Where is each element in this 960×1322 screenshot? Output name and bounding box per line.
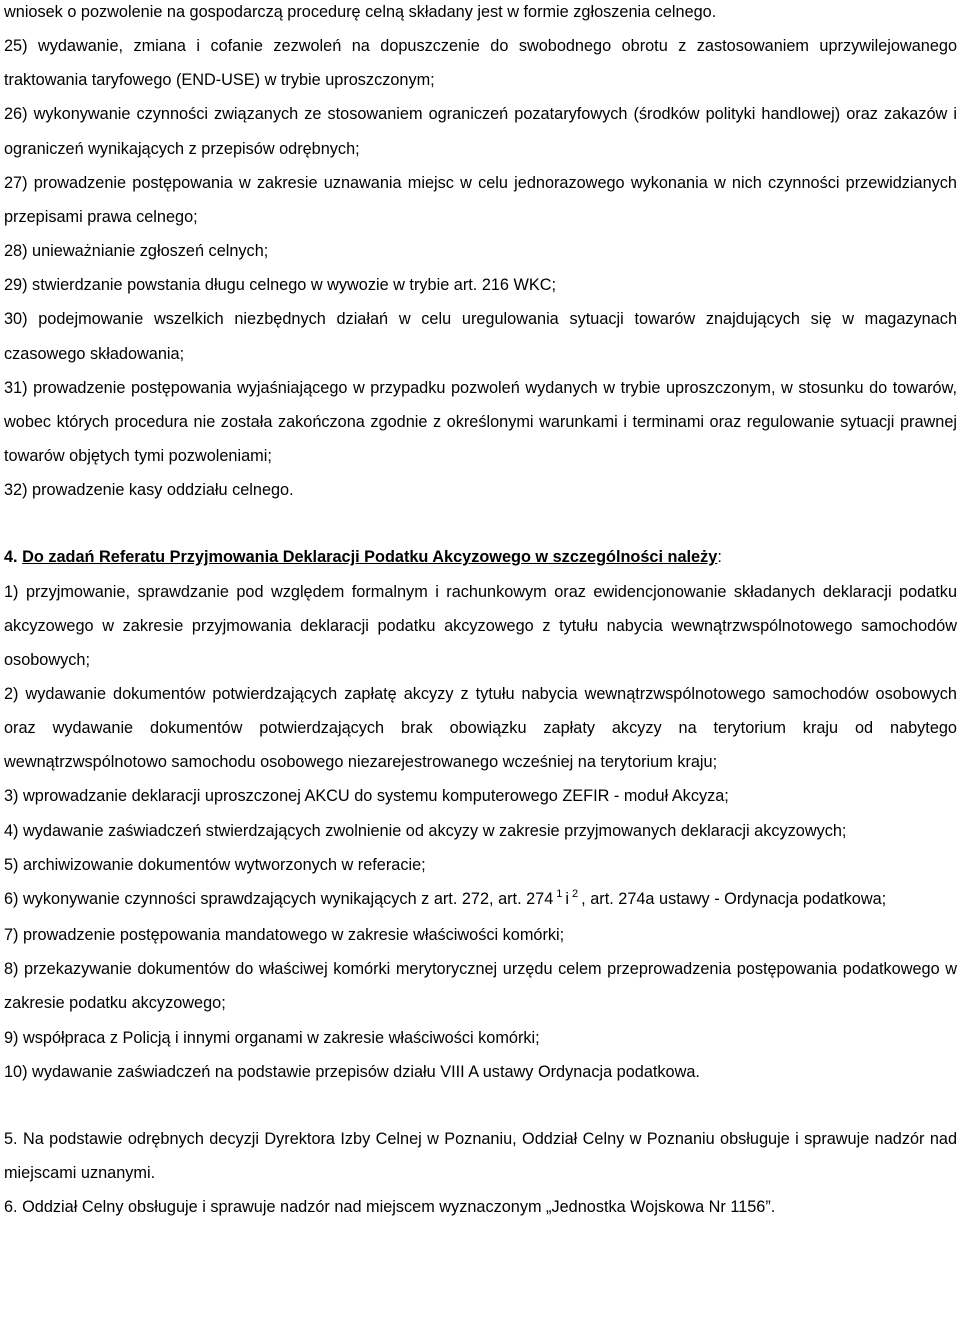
section-4-item-1: 1) przyjmowanie, sprawdzanie pod względem formalnym i rachunkowym oraz ewidencjonowanie składanych deklaracji podatku akcyzowego w zakresie przyjmowania deklaracji podatku akcyzowego z tytułu nabycia wewnątrzwspólnotowego samochodów osobowych; (4, 582, 957, 669)
section-4-title: Do zadań Referatu Przyjmowania Deklaracji Podatku Akcyzowego w szczególności należy (22, 548, 718, 567)
list-item-26: 26) wykonywanie czynności związanych ze stosowaniem ograniczeń pozataryfowych (środków polityki handlowej) oraz zakazów i ograniczeń wynikających z przepisów odrębnych; (4, 105, 957, 158)
section-4-item-2: 2) wydawanie dokumentów potwierdzających zapłatę akcyzy z tytułu nabycia wewnątrzwspólnotowego samochodów osobowych oraz wydawanie dokumentów potwierdzających brak obowiązku zapłaty akcyzy na terytorium kraju od nabytego wewnątrzwspólnotowo samochodu osobowego niezarejestrowanego wcześniej na terytorium kraju; (4, 684, 957, 772)
section-gap (4, 1089, 957, 1122)
section-4-item-10: 10) wydawanie zaświadczeń na podstawie przepisów działu VIII A ustawy Ordynacja podatkowa. (4, 1062, 700, 1081)
list-item-31: 31) prowadzenie postępowania wyjaśniającego w przypadku pozwoleń wydanych w trybie uproszczonym, w stosunku do towarów, wobec których procedura nie została zakończona zgodnie z określonymi warunkami i terminami oraz regulowanie sytuacji prawnej towarów objętych tymi pozwoleniami; (4, 378, 957, 466)
section-gap (4, 507, 957, 540)
section-4-item-4: 4) wydawanie zaświadczeń stwierdzających zwolnienie od akcyzy w zakresie przyjmowanych deklaracji akcyzowych; (4, 821, 847, 840)
item-6-conjunction: i (565, 889, 570, 908)
section-4-item-3: 3) wprowadzanie deklaracji uproszczonej AKCU do systemu komputerowego ZEFIR - moduł Akcyza; (4, 787, 729, 806)
list-item-29: 29) stwierdzanie powstania długu celnego w wywozie w trybie art. 216 WKC; (4, 276, 557, 295)
section-4-number: 4. (4, 548, 18, 567)
document-page (4, 0, 957, 1224)
list-item-30: 30) podejmowanie wszelkich niezbędnych działań w celu uregulowania sytuacji towarów znajdujących się w magazynach czasowego składowania; (4, 310, 957, 363)
section-4-item-5: 5) archiwizowanie dokumentów wytworzonych w referacie; (4, 855, 426, 874)
section-4-heading (4, 540, 957, 574)
item-6-text-start: 6) wykonywanie czynności sprawdzających wynikających z art. 272, art. 274 (4, 889, 554, 908)
list-item-32: 32) prowadzenie kasy oddziału celnego. (4, 481, 294, 500)
superscript-2: 2 (572, 887, 579, 900)
item-6-text-end: , art. 274a ustawy - Ordynacja podatkowa; (581, 889, 887, 908)
list-item-28: 28) unieważnianie zgłoszeń celnych; (4, 242, 269, 261)
list-item-27: 27) prowadzenie postępowania w zakresie uznawania miejsc w celu jednorazowego wykonania w nich czynności przewidzianych przepisami prawa celnego; (4, 173, 957, 226)
list-item-25: 25) wydawanie, zmiana i cofanie zezwoleń na dopuszczenie do swobodnego obrotu z zastosowaniem uprzywilejowanego traktowania taryfowego (END-USE) w trybie uproszczonym; (4, 37, 957, 90)
section-5-paragraph: 5. Na podstawie odrębnych decyzji Dyrektora Izby Celnej w Poznaniu, Oddział Celny w Poznaniu obsługuje i sprawuje nadzór nad miejscami uznanymi. (4, 1129, 957, 1182)
section-4-item-8: 8) przekazywanie dokumentów do właściwej komórki merytorycznej urzędu celem przeprowadzenia postępowania podatkowego w zakresie podatku akcyzowego; (4, 960, 957, 1013)
superscript-1: 1 (556, 887, 563, 900)
section-4-item-9: 9) współpraca z Policją i innymi organami w zakresie właściwości komórki; (4, 1028, 540, 1047)
continuation-line: wniosek o pozwolenie na gospodarczą procedurę celną składany jest w formie zgłoszenia celnego. (4, 3, 717, 21)
section-4-item-7: 7) prowadzenie postępowania mandatowego w zakresie właściwości komórki; (4, 926, 565, 945)
section-6-paragraph: 6. Oddział Celny obsługuje i sprawuje nadzór nad miejscem wyznaczonym „Jednostka Wojskowa Nr 1156”. (4, 1198, 776, 1217)
section-4-heading-colon: : (717, 548, 722, 567)
section-4-item-6 (4, 882, 957, 918)
